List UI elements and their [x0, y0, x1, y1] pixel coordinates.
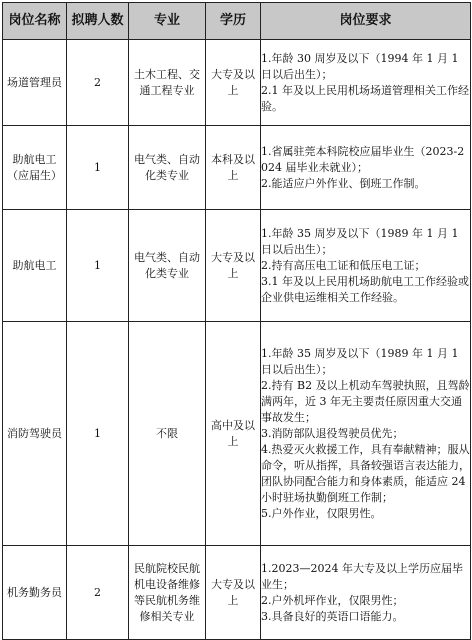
education-cell: 大专及以上 — [206, 546, 261, 640]
requirements-cell — [261, 546, 471, 640]
table-row — [3, 210, 471, 322]
requirement-item: 1.年龄 30 周岁及以下（1994 年 1 月 1 日以后出生）； — [261, 51, 459, 81]
requirement-item: 2.持有 B2 及以上机动车驾驶执照，且驾龄满两年，近 3 年无主要责任原因重大交通事故发生； — [261, 378, 470, 424]
requirements-cell — [261, 210, 471, 322]
requirement-item: 3.1 年及以上民用机场助航电工工作经验或企业供电运维相关工作经验。 — [261, 274, 469, 304]
education-cell: 大专及以上 — [206, 210, 261, 322]
table-row — [3, 126, 471, 210]
requirement-item: 4.热爱灭火救援工作，具有奉献精神；服从命令，听从指挥，具备较强语言表达能力，团队协同配合能力和身体素质，能适应 24 小时驻场执勤倒班工作制； — [261, 442, 470, 504]
position-cell: 场道管理员 — [3, 40, 67, 126]
position-cell: 助航电工 — [3, 210, 67, 322]
recruitment-table — [2, 2, 471, 640]
headcount-cell: 1 — [67, 126, 129, 210]
requirement-item: 2.能适应户外作业、倒班工作制。 — [261, 176, 426, 190]
major-cell: 电气类、自动化类专业 — [129, 210, 206, 322]
headcount-cell: 1 — [67, 322, 129, 546]
requirements-cell — [261, 126, 471, 210]
header-major: 专业 — [129, 3, 206, 40]
requirement-item: 2.1 年及以上民用机场场道管理相关工作经验。 — [261, 83, 469, 113]
requirement-item: 5.户外作业，仅限男性。 — [261, 506, 382, 520]
requirements-cell — [261, 40, 471, 126]
headcount-cell: 1 — [67, 210, 129, 322]
table-row — [3, 546, 471, 640]
requirement-item: 1.年龄 35 周岁及以下（1989 年 1 月 1 日以后出生）； — [261, 346, 459, 376]
education-cell: 大专及以上 — [206, 40, 261, 126]
requirement-item: 1.省属驻莞本科院校应届毕业生（2023-2024 届毕业未就业）； — [261, 144, 465, 174]
header-education: 学历 — [206, 3, 261, 40]
headcount-cell: 2 — [67, 546, 129, 640]
requirement-item: 2.持有高压电工证和低压电工证； — [261, 258, 426, 272]
major-cell: 土木工程、交通工程专业 — [129, 40, 206, 126]
requirements-cell — [261, 322, 471, 546]
table-row — [3, 322, 471, 546]
major-cell: 民航院校民航机电设备维修等民航机务维修相关专业 — [129, 546, 206, 640]
major-cell: 不限 — [129, 322, 206, 546]
major-cell: 电气类、自动化类专业 — [129, 126, 206, 210]
requirement-item: 1.2023—2024 年大专及以上学历应届毕业生； — [261, 561, 463, 591]
headcount-cell: 2 — [67, 40, 129, 126]
header-headcount: 拟聘人数 — [67, 3, 129, 40]
requirement-item: 2.户外机坪作业，仅限男性； — [261, 593, 404, 607]
position-cell: 机务勤务员 — [3, 546, 67, 640]
education-cell: 本科及以上 — [206, 126, 261, 210]
table-row — [3, 40, 471, 126]
position-cell: 助航电工（应届生） — [3, 126, 67, 210]
header-requirements: 岗位要求 — [261, 3, 471, 40]
header-position: 岗位名称 — [3, 3, 67, 40]
header-row — [3, 3, 471, 40]
education-cell: 高中及以上 — [206, 322, 261, 546]
requirement-item: 3.消防部队退役驾驶员优先； — [261, 426, 404, 440]
requirement-item: 1.年龄 35 周岁及以下（1989 年 1 月 1 日以后出生）； — [261, 226, 459, 256]
requirement-item: 3.具备良好的英语口语能力。 — [261, 609, 404, 623]
position-cell: 消防驾驶员 — [3, 322, 67, 546]
